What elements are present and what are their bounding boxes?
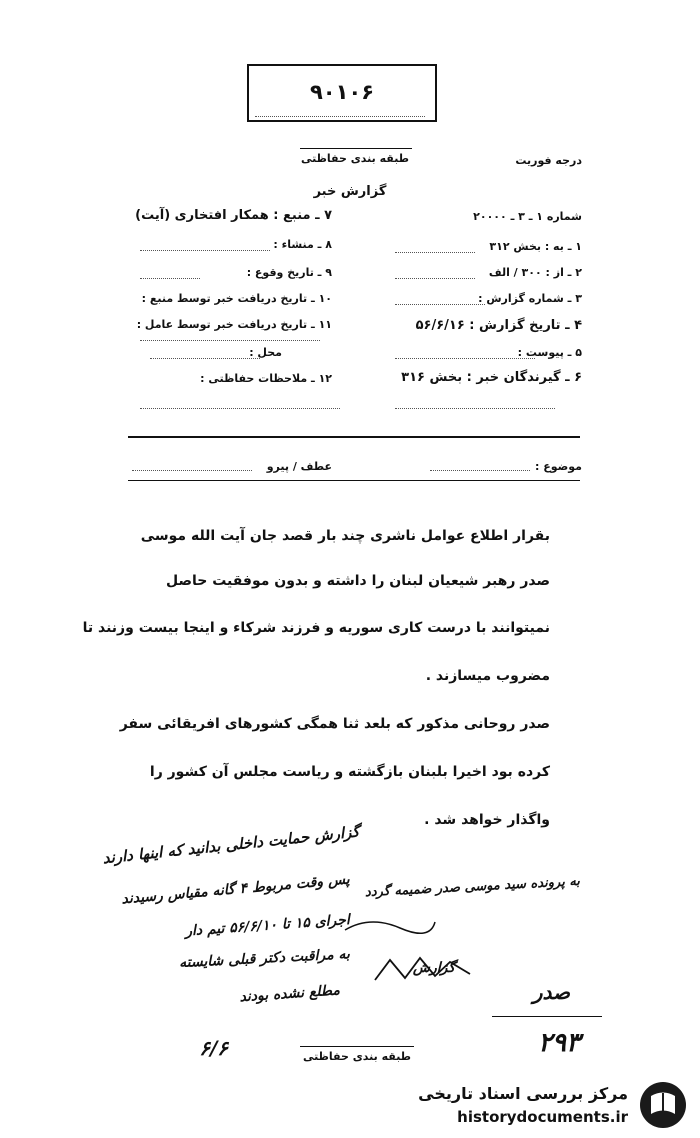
dotted-line	[395, 358, 535, 359]
dotted-line	[140, 340, 320, 341]
dotted-line	[140, 408, 340, 409]
form-field-source: ۷ ـ منبع : همکار افتخاری (آیت)	[135, 208, 332, 223]
archive-title: مرکز بررسی اسناد تاریخی	[418, 1084, 628, 1103]
file-number: ۲۹۳	[538, 1028, 580, 1058]
dotted-line	[140, 278, 200, 279]
header-rule	[300, 148, 412, 149]
classification-bottom: طبقه بندی حفاظتی	[302, 1050, 412, 1063]
stamp-dotted-line	[255, 116, 425, 117]
dotted-line	[140, 250, 270, 251]
handwritten-signature-1: گزارش	[412, 960, 455, 976]
form-field-number: شماره ۱ ـ ۳ ـ ۲۰۰۰۰	[473, 210, 582, 223]
body-line-7: واگذار خواهد شد .	[424, 812, 550, 828]
dotted-line	[395, 408, 555, 409]
subject-label: موضوع :	[535, 460, 582, 473]
form-field-report-date: ۴ ـ تاریخ گزارش : ۵۶/۶/۱۶	[415, 318, 582, 333]
form-field-source-received: ۱۰ ـ تاریخ دریافت خبر توسط منبع :	[141, 292, 332, 305]
form-field-to: ۱ ـ به : بخش ۳۱۲	[489, 240, 582, 253]
archive-url: historydocuments.ir	[457, 1108, 628, 1126]
body-line-4: مضروب میسازند .	[425, 668, 550, 684]
handwritten-note-2: پس وقت مربوط ۴ گانه مقیاس رسیدند	[120, 871, 351, 908]
dotted-line	[395, 252, 475, 253]
signature-scribble	[370, 950, 480, 990]
handwritten-note-1: گزارش حمایت داخلی بدانید که اینها دارند	[101, 822, 361, 868]
page-fraction: ۶/۶	[199, 1036, 228, 1060]
body-line-3: نمیتوانند با درست کاری سوریه و فرزند شرکاء و اینجا بیست وزنند تا	[82, 620, 550, 636]
body-line-1: بقرار اطلاع عوامل ناشری چند بار قصد جان آیت الله موسی	[140, 528, 550, 544]
dotted-line	[132, 470, 252, 471]
form-field-event-date: ۹ ـ تاریخ وقوع :	[246, 266, 332, 279]
form-field-report-number: ۳ ـ شماره گزارش :	[478, 292, 582, 305]
section-divider	[128, 480, 580, 481]
handwritten-note-5: مطلع نشده بودند	[238, 982, 341, 1006]
form-field-recipients: ۶ ـ گیرندگان خبر : بخش ۳۱۶	[401, 370, 582, 385]
dotted-line	[430, 470, 530, 471]
form-field-security-notes: ۱۲ ـ ملاحظات حفاظتی :	[200, 372, 332, 385]
handwritten-note-4: به مراقبت دکتر قبلی شایسته	[178, 946, 351, 972]
pen-stroke	[340, 910, 440, 940]
urgency-label: درجه فوریت	[515, 154, 582, 167]
archive-logo-icon	[638, 1080, 688, 1130]
form-field-attachment: ۵ ـ پیوست :	[517, 346, 582, 359]
reference-label: عطف / پیرو	[266, 460, 332, 473]
dotted-line	[150, 358, 260, 359]
dotted-line	[395, 304, 485, 305]
form-field-origin: ۸ ـ منشاء :	[273, 238, 332, 251]
classification-top: طبقه بندی حفاظتی	[300, 152, 410, 165]
document-stamp	[247, 64, 437, 122]
bottom-rule	[300, 1046, 414, 1047]
body-line-6: کرده بود اخیرا بلبنان بازگشته و ریاست مجلس آن کشور را	[149, 764, 550, 780]
handwritten-right-note: به پرونده سید موسی صدر ضمیمه گردد	[364, 873, 581, 901]
form-field-location: محل :	[249, 346, 282, 359]
handwritten-signature-2: صدر	[532, 980, 570, 1004]
dotted-line	[395, 278, 475, 279]
stamp-number: ۹۰۱۰۶	[309, 80, 375, 104]
form-field-from: ۲ ـ از : ۳۰۰ / الف	[488, 266, 582, 279]
body-line-2: صدر رهبر شیعیان لبنان را داشته و بدون موفقیت حاصل	[165, 573, 550, 589]
document-title: گزارش خبر	[313, 184, 387, 199]
form-field-agent-received: ۱۱ ـ تاریخ دریافت خبر توسط عامل :	[136, 318, 332, 331]
section-divider	[128, 436, 580, 438]
file-number-rule	[492, 1016, 602, 1017]
handwritten-note-3: اجرای ۱۵ تا ۵۶/۶/۱۰ تیم دار	[184, 911, 351, 940]
body-line-5: صدر روحانی مذکور که بلعد ثنا همگی کشورهای افریقائی سفر	[119, 716, 550, 732]
